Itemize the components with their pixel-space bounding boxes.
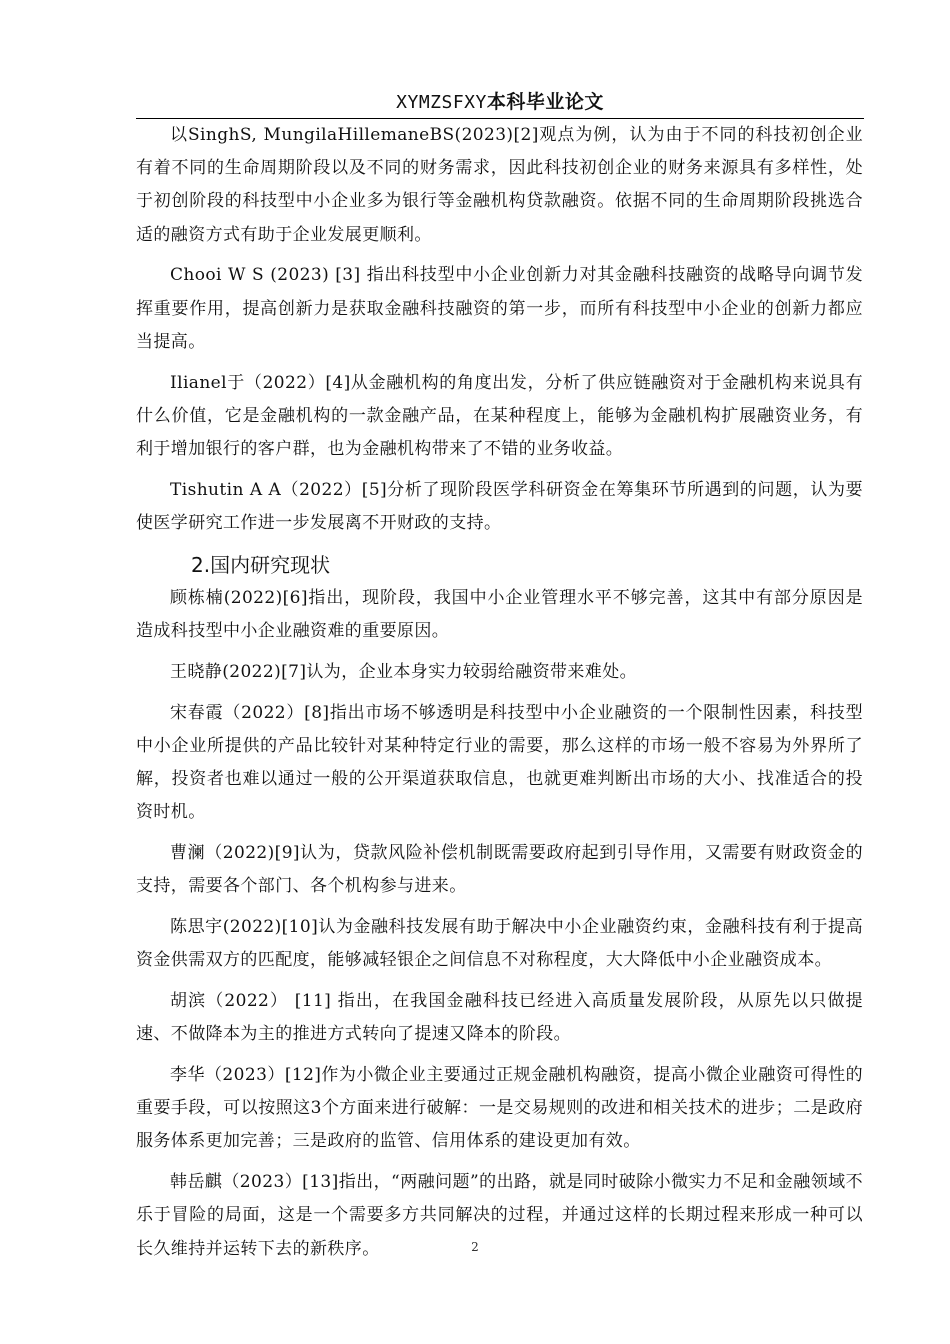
paragraph-ilianel: Ilianel于（2022）[4]从金融机构的角度出发，分析了供应链融资对于金融机构来说具有什么价值，它是金融机构的一款金融产品，在某种程度上，能够为金融机构扩展融资业务，有利于增加银行的客户群，也为金融机构带来了不错的业务收益。 — [136, 372, 863, 460]
paragraph-hu: 胡滨（2022） [11] 指出，在我国金融科技已经进入高质量发展阶段，从原先以只做提速、不做降本为主的推进方式转向了提速又降本的阶段。 — [136, 991, 863, 1045]
section-heading: 2.国内研究现状 — [191, 552, 331, 577]
paragraph-cao: 曹澜（2022)[9]认为，贷款风险补偿机制既需要政府起到引导作用，又需要有财政资金的支持，需要各个部门、各个机构参与进来。 — [136, 843, 863, 897]
paragraph-wang: 王晓静(2022)[7]认为，企业本身实力较弱给融资带来难处。 — [170, 661, 638, 682]
paragraph-li: 李华（2023）[12]作为小微企业主要通过正规金融机构融资，提高小微企业融资可得性的重要手段，可以按照这3个方面来进行破解：一是交易规则的改进和相关技术的进步；二是政府服务体系更加完善；三是政府的监管、信用体系的建设更加有效。 — [136, 1065, 863, 1152]
page-header — [136, 88, 864, 119]
paragraph-singh: 以SinghS, MungilaHillemaneBS(2023)[2]观点为例，认为由于不同的科技初创企业有着不同的生命周期阶段以及不同的财务需求，因此科技初创企业的财务来源具有多样性，处于初创阶段的科技型中小企业多为银行等金融机构贷款融资。依据不同的生命周期阶段挑选合适的融资方式有助于企业发展更顺利。 — [136, 125, 863, 245]
paragraph-chen: 陈思宇(2022)[10]认为金融科技发展有助于解决中小企业融资约束，金融科技有利于提高资金供需双方的匹配度，能够减轻银企之间信息不对称程度，大大降低中小企业融资成本。 — [136, 917, 863, 971]
paragraph-gu: 顾栋楠(2022)[6]指出，现阶段，我国中小企业管理水平不够完善，这其中有部分原因是造成科技型中小企业融资难的重要原因。 — [136, 587, 863, 642]
paragraph-chooi: Chooi W S (2023) [3] 指出科技型中小企业创新力对其金融科技融资的战略导向调节发挥重要作用，提高创新力是获取金融科技融资的第一步，而所有科技型中小企业的创新力都应当提高。 — [136, 265, 863, 352]
page-number: 2 — [471, 1240, 479, 1254]
paragraph-tishutin: Tishutin A A（2022）[5]分析了现阶段医学科研资金在筹集环节所遇到的问题，认为要使医学研究工作进一步发展离不开财政的支持。 — [136, 479, 863, 534]
paragraph-song: 宋春霞（2022）[8]指出市场不够透明是科技型中小企业融资的一个限制性因素，科技型中小企业所提供的产品比较针对某种特定行业的需要，那么这样的市场一般不容易为外界所了解，投资者也难以通过一般的公开渠道获取信息，也就更难判断出市场的大小、找准适合的投资时机。 — [136, 702, 863, 823]
document-body — [136, 119, 863, 1273]
header-title: 本科毕业论文 — [486, 91, 604, 113]
paragraph-han: 韩岳麒（2023）[13]指出，“两融问题”的出路，就是同时破除小微实力不足和金融领域不乐于冒险的局面，这是一个需要多方共同解决的过程，并通过这样的长期过程来形成一种可以长久维持并运转下去的新秩序。 — [136, 1172, 863, 1259]
header-code: XYMZSFXY — [396, 92, 487, 113]
